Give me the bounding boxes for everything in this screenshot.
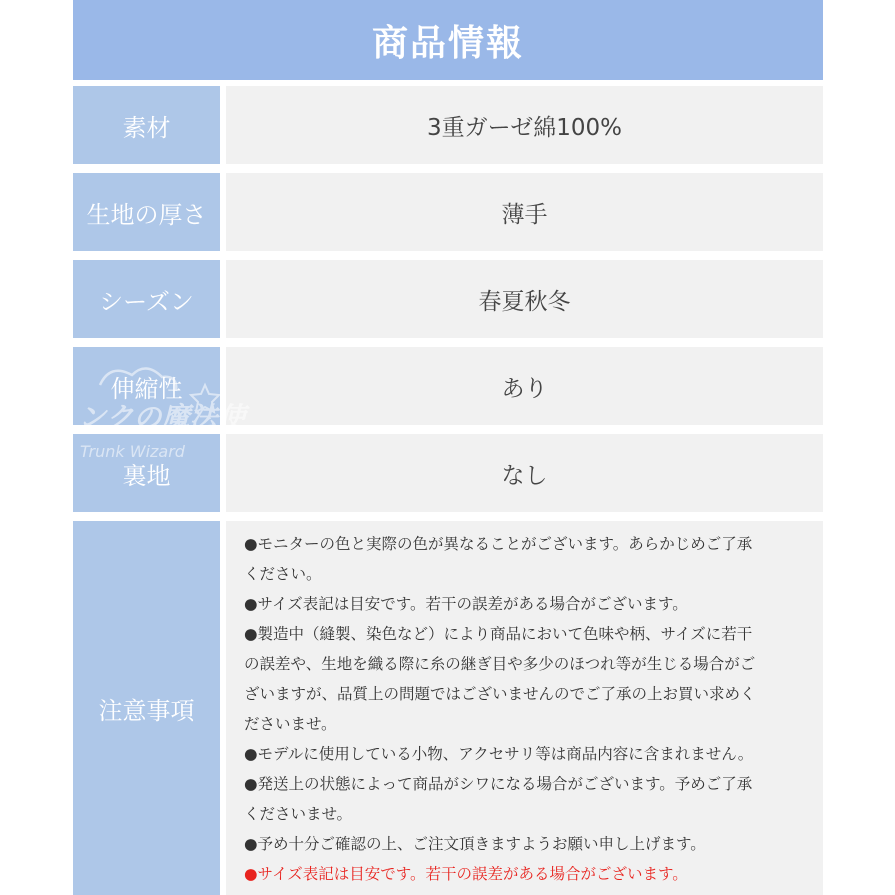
spec-value: 春夏秋冬 (226, 260, 823, 338)
note-line: ください。 (244, 565, 322, 583)
spec-value: なし (226, 434, 823, 512)
section-title: 商品情報 (371, 22, 524, 64)
spec-row-thickness (73, 173, 823, 251)
spec-label: 素材 (73, 86, 220, 164)
spec-row-season (73, 260, 823, 338)
spec-label: シーズン (73, 260, 220, 338)
notes-row (73, 521, 823, 895)
note-line: ●製造中（縫製、染色など）により商品において色味や柄、サイズに若干 (244, 625, 753, 643)
spec-row-lining (73, 434, 823, 512)
spec-value: あり (226, 347, 823, 425)
spec-row-material (73, 86, 823, 164)
spec-label: 生地の厚さ (73, 173, 220, 251)
note-line: ださいませ。 (244, 715, 337, 733)
note-line: くださいませ。 (244, 805, 353, 823)
notes-content (226, 521, 823, 895)
spec-value: 薄手 (226, 173, 823, 251)
note-line: ●予め十分ご確認の上、ご注文頂きますようお願い申し上げます。 (244, 835, 706, 853)
note-line: ●モニターの色と実際の色が異なることがございます。あらかじめご了承 (244, 535, 753, 553)
note-line: ざいますが、品質上の問題ではございませんのでご了承の上お買い求めく (244, 685, 756, 703)
watermark-text: ンクの魔法使 (78, 401, 246, 434)
note-line: ●サイズ表記は目安です。若干の誤差がある場合がございます。 (244, 595, 688, 613)
notes-label: 注意事項 (73, 521, 220, 895)
spec-label: 裏地 (73, 434, 220, 512)
spec-label: 伸縮性 (73, 347, 220, 425)
section-header (73, 0, 823, 80)
note-line: ●発送上の状態によって商品がシワになる場合がございます。予めご了承 (244, 775, 753, 793)
spec-value: 3重ガーゼ綿100% (226, 86, 823, 164)
spec-row-stretch (73, 347, 823, 425)
note-line: ●モデルに使用している小物、アクセサリ等は商品内容に含まれません。 (244, 745, 754, 763)
note-line: の誤差や、生地を織る際に糸の継ぎ目や多少のほつれ等が生じる場合がご (244, 655, 756, 673)
watermark-subtext: Trunk Wizard (80, 442, 185, 461)
note-line-highlight: ●サイズ表記は目安です。若干の誤差がある場合がございます。 (244, 865, 688, 883)
